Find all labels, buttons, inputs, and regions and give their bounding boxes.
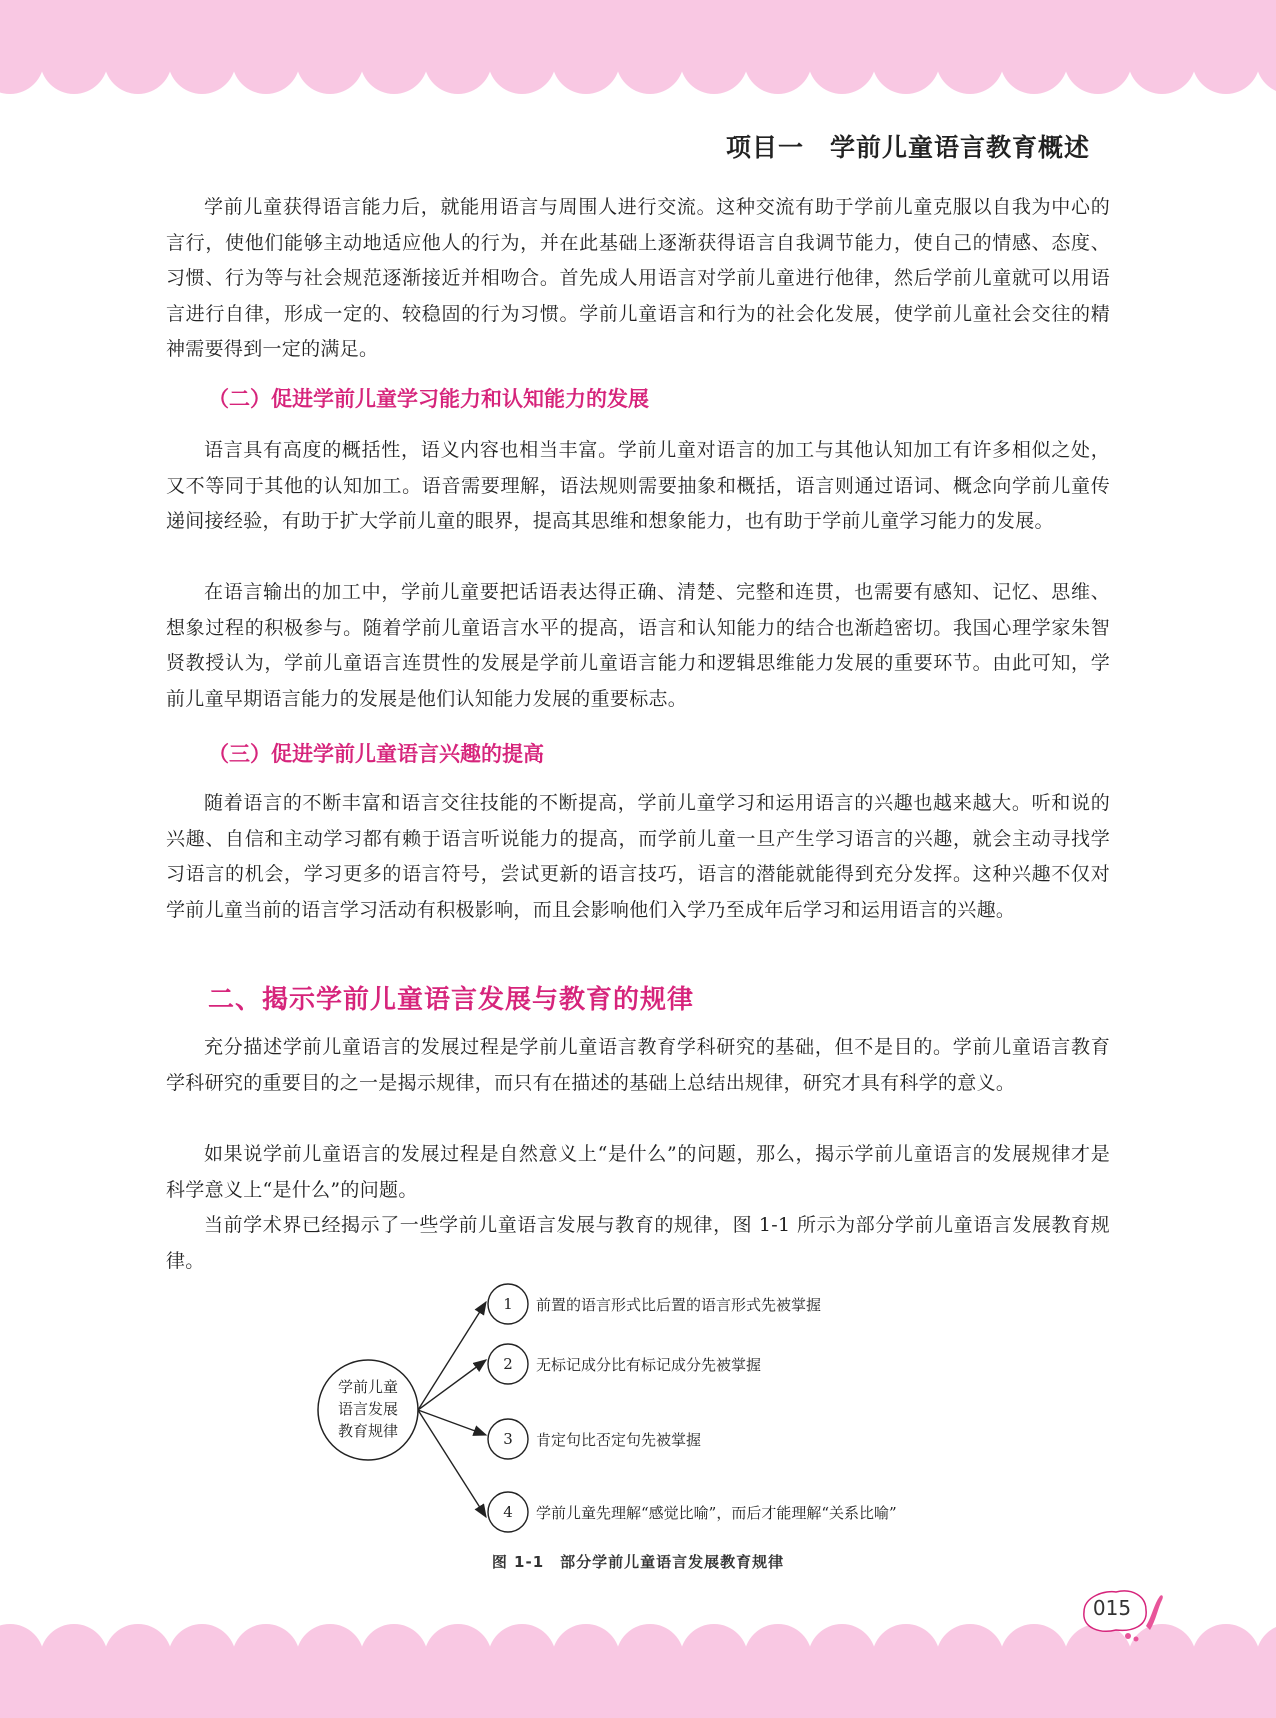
paragraph-1: 学前儿童获得语言能力后，就能用语言与周围人进行交流。这种交流有助于学前儿童克服以自我为中心的言行，使他们能够主动地适应他人的行为，并在此基础上逐渐获得语言自我调节能力，使自己的情感、态度、习惯、行为等与社会规范逐渐接近并相吻合。首先成人用语言对学前儿童进行他律，然后学前儿童就可以用语言进行自律，形成一定的、较稳固的行为习惯。学前儿童语言和行为的社会化发展，使学前儿童社会交往的精神需要得到一定的满足。 [166,196,1110,360]
bottom-scallop [808,1624,876,1692]
top-scallop [1128,26,1196,94]
top-scallop [552,26,620,94]
bottom-scallop [104,1624,172,1692]
top-scallop [1192,26,1260,94]
subheading-2: （二）促进学前儿童学习能力和认知能力的发展 [208,387,649,411]
page-number: 015 [1092,1596,1132,1620]
top-scallop [360,26,428,94]
item-3-number: 3 [503,1430,513,1448]
bottom-scallop [552,1624,620,1692]
arrow-1 [418,1302,486,1410]
top-scallop [424,26,492,94]
item-3-text: 肯定句比否定句先被掌握 [536,1431,702,1449]
top-decorative-band [0,0,1276,100]
top-scallop [936,26,1004,94]
bottom-scallop [424,1624,492,1692]
paragraph-6: 如果说学前儿童语言的发展过程是自然意义上“是什么”的问题，那么，揭示学前儿童语言的发展规律才是科学意义上“是什么”的问题。 [166,1143,1110,1201]
bird-decoration-icon [1146,1595,1163,1630]
bottom-scallop [360,1624,428,1692]
top-scallop [744,26,812,94]
top-scallop [296,26,364,94]
figure-caption: 图 1-1 部分学前儿童语言发展教育规律 [491,1553,785,1571]
section-heading-2: 二、揭示学前儿童语言发展与教育的规律 [208,985,695,1015]
item-2-number: 2 [503,1355,513,1373]
item-4-number: 4 [503,1503,513,1521]
bottom-scallop [872,1624,940,1692]
bottom-scallop [936,1624,1004,1692]
top-scallop [872,26,940,94]
paragraph-4: 随着语言的不断丰富和语言交往技能的不断提高，学前儿童学习和运用语言的兴趣也越来越大。听和说的兴趣、自信和主动学习都有赖于语言听说能力的提高，而学前儿童一旦产生学习语言的兴趣，就会主动寻找学习语言的机会，学习更多的语言符号，尝试更新的语言技巧，语言的潜能就能得到充分发挥。这种兴趣不仅对学前儿童当前的语言学习活动有积极影响，而且会影响他们入学乃至成年后学习和运用语言的兴趣。 [166,792,1110,921]
top-scallop [1000,26,1068,94]
center-node-line-1: 学前儿童 [337,1378,399,1396]
arrow-2 [418,1360,486,1410]
figure-1-1-diagram [300,1280,1000,1540]
top-scallop [40,26,108,94]
bottom-scallop [40,1624,108,1692]
item-1-text: 前置的语言形式比后置的语言形式先被掌握 [536,1296,822,1314]
center-node-line-3: 教育规律 [337,1422,399,1440]
top-scallop [488,26,556,94]
top-scallop [808,26,876,94]
item-1-number: 1 [503,1295,513,1313]
bottom-scallop [680,1624,748,1692]
top-scallop [1064,26,1132,94]
bottom-scallop [296,1624,364,1692]
bottom-scallop [744,1624,812,1692]
bottom-scallop [488,1624,556,1692]
arrow-3 [418,1410,486,1435]
paragraph-5: 充分描述学前儿童语言的发展过程是学前儿童语言教育学科研究的基础，但不是目的。学前儿童语言教育学科研究的重要目的之一是揭示规律，而只有在描述的基础上总结出规律，研究才具有科学的意义。 [166,1036,1110,1094]
paragraph-3: 在语言输出的加工中，学前儿童要把话语表达得正确、清楚、完整和连贯，也需要有感知、记忆、思维、想象过程的积极参与。随着学前儿童语言水平的提高，语言和认知能力的结合也渐趋密切。我国心理学家朱智贤教授认为，学前儿童语言连贯性的发展是学前儿童语言能力和逻辑思维能力发展的重要环节。由此可知，学前儿童早期语言能力的发展是他们认知能力发展的重要标志。 [166,581,1110,710]
bottom-scallop [1192,1624,1260,1692]
arrow-4 [418,1410,486,1517]
item-2-text: 无标记成分比有标记成分先被掌握 [536,1356,762,1374]
paragraph-2: 语言具有高度的概括性，语义内容也相当丰富。学前儿童对语言的加工与其他认知加工有许多相似之处，又不等同于其他的认知加工。语音需要理解，语法规则需要抽象和概括，语言则通过语词、概念向学前儿童传递间接经验，有助于扩大学前儿童的眼界，提高其思维和想象能力，也有助于学前儿童学习能力的发展。 [166,439,1110,532]
subheading-3: （三）促进学前儿童语言兴趣的提高 [208,742,544,766]
top-scallop [680,26,748,94]
top-scallop [168,26,236,94]
page-header-title: 项目一 学前儿童语言教育概述 [725,133,1090,162]
center-node-line-2: 语言发展 [337,1400,399,1418]
item-4-text: 学前儿童先理解“感觉比喻”，而后才能理解“关系比喻” [536,1504,897,1522]
diagram-svg [300,1280,1000,1540]
bottom-scallop [168,1624,236,1692]
paragraph-7: 当前学术界已经揭示了一些学前儿童语言发展与教育的规律，图 1-1 所示为部分学前儿童语言发展教育规律。 [166,1214,1110,1272]
top-scallop [616,26,684,94]
bottom-scallop [616,1624,684,1692]
bottom-scallop [1000,1624,1068,1692]
top-scallop [232,26,300,94]
bottom-scallop [232,1624,300,1692]
top-scallop [104,26,172,94]
